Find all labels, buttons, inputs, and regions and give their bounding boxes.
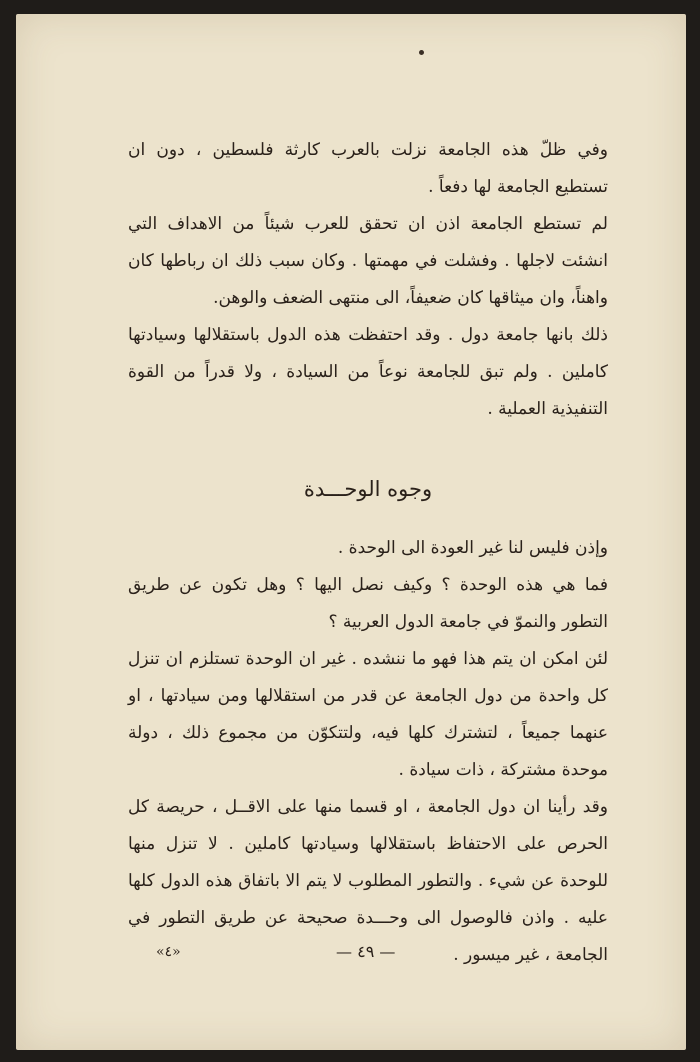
page-number: — ٤٩ — bbox=[336, 942, 396, 961]
paragraph: لم تستطع الجامعة اذن ان تحقق للعرب شيئاً من الاهداف التي انشئت لاجلها . وفشلت في مهمتها . وكان سبب ذلك ان رباطها كان واهناً، وان ميثاقها كان ضعيفاً، الى منتهى الضعف والوهن. bbox=[128, 214, 608, 308]
signature-mark: «٤» bbox=[156, 944, 181, 960]
book-page bbox=[16, 14, 686, 1050]
paragraph: وقد رأينا ان دول الجامعة ، او قسما منها على الاقــل ، حريصة كل الحرص على الاحتفاظ باستقلالها وسيادتها كاملين . لا تنزل منها للوحدة عن شيء . والتطور المطلوب لا يتم الا باتفاق هذه الدول كلها عليه . واذن فالوصول الى وحـــدة صحيحة عن طريق التطور في الجامعة ، غير ميسور . bbox=[128, 797, 608, 965]
section-heading: وجوه الوحـــدة bbox=[303, 477, 433, 501]
paragraph: فما هي هذه الوحدة ؟ وكيف نصل اليها ؟ وهل تكون عن طريق التطور والنموّ في جامعة الدول العربية ؟ bbox=[128, 575, 608, 632]
paragraph: ذلك بانها جامعة دول . وقد احتفظت هذه الدول باستقلالها وسيادتها كاملين . ولم تبق للجامعة نوعاً من السيادة ، ولا قدراً من القوة التنفيذية العملية . bbox=[128, 325, 608, 419]
paragraph: لئن امكن ان يتم هذا فهو ما ننشده . غير ان الوحدة تستلزم ان تنزل كل واحدة من دول الجامعة عن قدر من استقلالها ومن سيادتها ، او عنهما جميعاً ، لتشترك كلها فيه، ولتتكوّن من مجموع ذلك ، دولة موحدة مشتركة ، ذات سيادة . bbox=[128, 649, 608, 780]
page-body bbox=[128, 132, 608, 974]
page-footer bbox=[156, 942, 586, 968]
paragraph: وفي ظلّ هذه الجامعة نزلت بالعرب كارثة فلسطين ، دون ان تستطيع الجامعة لها دفعاً . bbox=[128, 140, 608, 197]
paragraph: وإذن فليس لنا غير العودة الى الوحدة . bbox=[337, 538, 608, 558]
ink-dot bbox=[419, 50, 424, 55]
